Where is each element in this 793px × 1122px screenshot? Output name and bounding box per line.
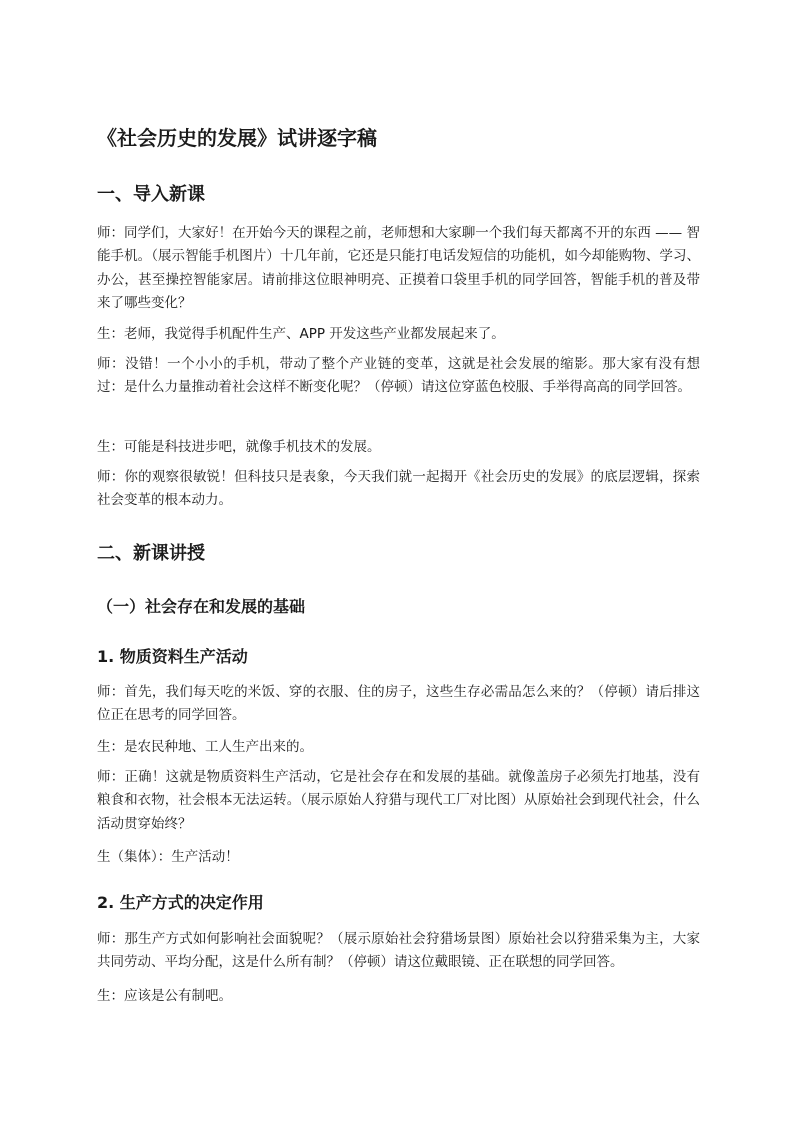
paragraph: 师：首先，我们每天吃的米饭、穿的衣服、住的房子，这些生存必需品怎么来的？（停顿）请后排这位正在思考的同学回答。 [97, 684, 700, 724]
paragraph: 生：是农民种地、工人生产出来的。 [97, 739, 313, 755]
subsection-heading: （一）社会存在和发展的基础 [97, 597, 306, 616]
point-heading-mode-of-production: 2. 生产方式的决定作用 [97, 893, 264, 912]
paragraph: 师：你的观察很敏锐！但科技只是表象，今天我们就一起揭开《社会历史的发展》的底层逻辑，探索社会变革的根本动力。 [97, 469, 700, 509]
paragraph: 生：老师，我觉得手机配件生产、APP 开发这些产业都发展起来了。 [97, 326, 505, 342]
paragraph: 师：正确！这就是物质资料生产活动，它是社会存在和发展的基础。就像盖房子必须先打地基，没有粮食和衣物，社会根本无法运转。（展示原始人狩猎与现代工厂对比图）从原始社会到现代社会，什么活动贯穿始终？ [97, 769, 700, 832]
section-heading-intro: 一、导入新课 [97, 184, 205, 205]
paragraph: 生：可能是科技进步吧，就像手机技术的发展。 [97, 439, 381, 455]
point-heading-production: 1. 物质资料生产活动 [97, 647, 248, 666]
paragraph: 师：没错！一个小小的手机，带动了整个产业链的变革，这就是社会发展的缩影。那大家有没有想过：是什么力量推动着社会这样不断变化呢？（停顿）请这位穿蓝色校服、手举得高高的同学回答。 [97, 356, 700, 396]
paragraph: 师：那生产方式如何影响社会面貌呢？（展示原始社会狩猎场景图）原始社会以狩猎采集为主，大家共同劳动、平均分配，这是什么所有制？（停顿）请这位戴眼镜、正在联想的同学回答。 [97, 931, 700, 971]
section-heading-lecture: 二、新课讲授 [97, 543, 205, 564]
paragraph: 生（集体）：生产活动！ [97, 849, 239, 865]
document-title: 《社会历史的发展》试讲逐字稿 [97, 126, 377, 150]
paragraph: 师：同学们，大家好！在开始今天的课程之前，老师想和大家聊一个我们每天都离不开的东西 —— 智能手机。（展示智能手机图片）十几年前，它还是只能打电话发短信的功能机，如今却能购物、学习、办公，甚至操控智能家居。请前排这位眼神明亮、正摸着口袋里手机的同学回答，智能手机的普及带来了哪些变化？ [97, 225, 700, 312]
paragraph: 生：应该是公有制吧。 [97, 988, 232, 1004]
